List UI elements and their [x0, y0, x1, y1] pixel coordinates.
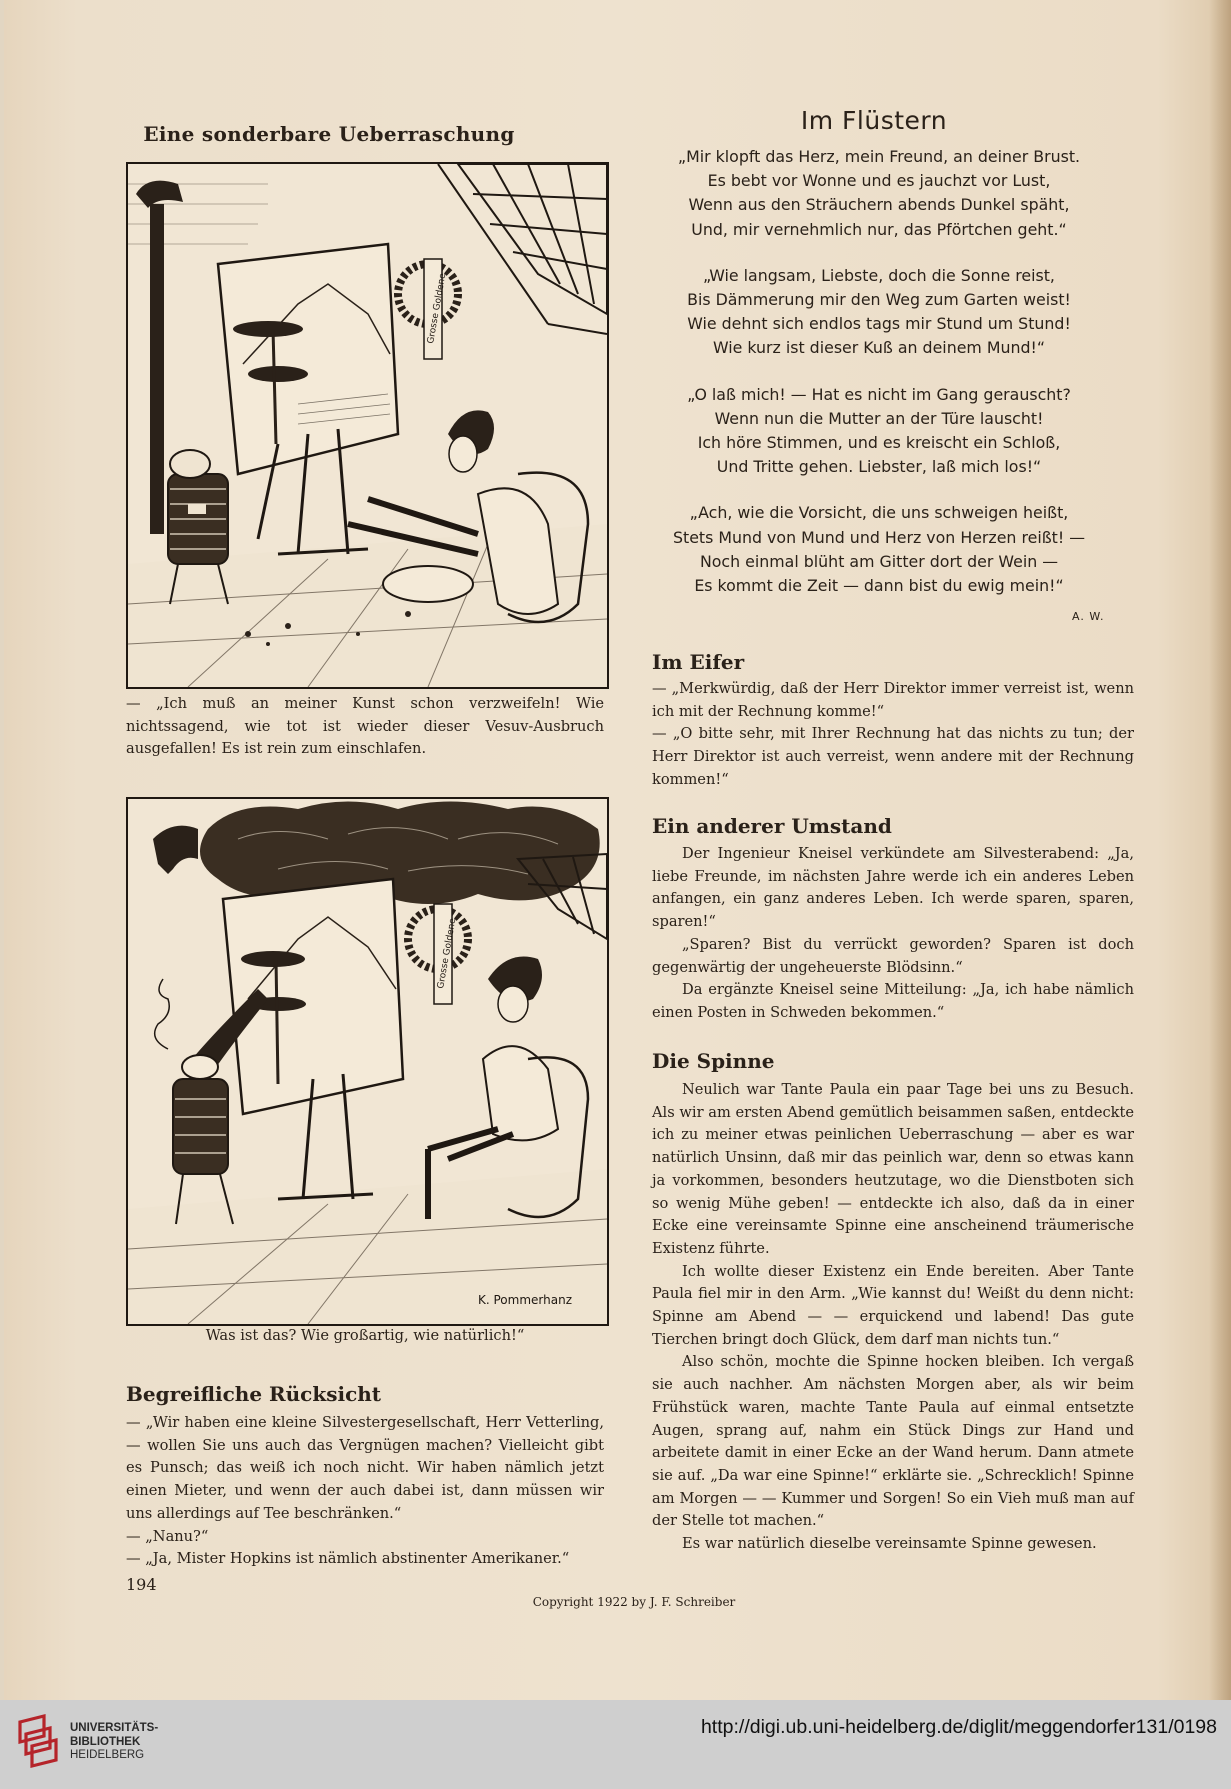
illustration-caption-1: — „Ich muß an meiner Kunst schon verzweifeln! Wie nichtssagend, wie tot ist wieder dieser Vesuv-Ausbruch ausgefallen! Es ist rein zum einschlafen.: [126, 695, 604, 757]
section-body-begreifliche: [126, 1412, 604, 1571]
library-name: [70, 1722, 158, 1763]
poem-line: Es bebt vor Wonne und es jauchzt vor Lust,: [707, 171, 1051, 191]
section-body-spinne: [652, 1079, 1134, 1556]
poem-line: Noch einmal blüht am Gitter dort der Wein —: [699, 551, 1059, 571]
poem-body: [644, 145, 1114, 598]
poem-line: Und, mir vernehmlich nur, das Pförtchen geht.“: [691, 219, 1067, 239]
paragraph: Da ergänzte Kneisel seine Mitteilung: „Ja, ich habe nämlich einen Posten in Schweden bekommen.“: [652, 981, 1134, 1021]
section-title-eifer: Im Eifer: [652, 650, 745, 674]
paragraph: Also schön, mochte die Spinne hocken bleiben. Ich vergaß sie auch nachher. Am nächsten Morgen aber, als wir beim Frühstück waren, machte Tante Paula auf einmal entsetzte Augen, sprang auf, nahm ein Stück Dings zur Hand und arbeitete damit in einer Ecke an der Wand herum. Dann atmete sie auf. „Da war eine Spinne!“ erklärte sie. „Schrecklich! Spinne am Morgen — — Kummer und Sorgen! So ein Vieh muß man auf der Stelle tot machen.“: [652, 1353, 1134, 1530]
poem-line: Bis Dämmerung mir den Weg zum Garten weist!: [687, 290, 1071, 310]
library-name-line: BIBLIOTHEK: [70, 1735, 141, 1748]
dialog-line: — „Nanu?“: [126, 1527, 209, 1545]
poem-line: Stets Mund von Mund und Herz von Herzen reißt! —: [672, 527, 1086, 547]
poem-stanza-2: [644, 264, 1114, 361]
scanned-page: [4, 0, 1231, 1700]
poem-stanza-1: [644, 145, 1114, 242]
poem-stanza-4: [644, 501, 1114, 598]
paragraph: Der Ingenieur Kneisel verkündete am Silvesterabend: „Ja, liebe Freunde, im nächsten Jahre werde ich ein anderes Leben anfangen, ein ganz anderes Leben. Ich werde sparen, sparen, sparen!“: [652, 845, 1134, 931]
paragraph: „Sparen? Bist du verrückt geworden? Sparen ist doch gegenwärtig der ungeheuerste Blödsinn.“: [652, 935, 1134, 976]
paragraph: Ich wollte dieser Existenz ein Ende bereiten. Aber Tante Paula fiel mir in den Arm. „Wie kannst du! Weißt du denn nicht: Spinne am Abend — — erquickend und labend! Das gute Tierchen bringt doch Glück, dem darf man nichts tun.“: [652, 1262, 1134, 1348]
poem-line: „O laß mich! — Hat es nicht im Gang gerauscht?: [687, 384, 1071, 404]
permalink-url[interactable]: http://digi.ub.uni-heidelberg.de/diglit/meggendorfer131/0198: [700, 1716, 1217, 1738]
illustration-painter-2: [126, 797, 609, 1326]
left-title: Eine sonderbare Ueberraschung: [143, 122, 515, 146]
poem-line: Wenn nun die Mutter an der Türe lauscht!: [714, 408, 1044, 428]
poem-line: Wenn aus den Sträuchern abends Dunkel späht,: [688, 195, 1070, 215]
wreath-ribbon-text-1: Grosse Goldene: [426, 272, 449, 345]
section-body-eifer: [652, 678, 1134, 792]
heidelberg-library-logo-icon: [14, 1712, 64, 1774]
section-title-spinne: Die Spinne: [652, 1049, 775, 1073]
poem-signature: A. W.: [1072, 610, 1105, 623]
dialog-line: — „Ja, Mister Hopkins ist nämlich abstinenter Amerikaner.“: [126, 1550, 570, 1568]
section-title-umstand: Ein anderer Umstand: [652, 814, 892, 838]
painter-scene-2-svg: [128, 799, 607, 1324]
poem-line: Wie dehnt sich endlos tags mir Stund um Stund!: [687, 314, 1071, 334]
paragraph: Neulich war Tante Paula ein paar Tage bei uns zu Besuch. Als wir am ersten Abend gemütlich beisammen saßen, entdeckte ich zu meiner etwas peinlichen Ueberraschung — aber es war natürlich Unsinn, daß mir das peinlich war, denn so etwas kann ja vorkommen, besonders heutzutage, wo die Dienstboten sich so wenig Mühe geben! — entdeckte ich also, daß da in einer Ecke eine vereinsamte Spinne eine anscheinend träumerische Existenz führte.: [652, 1081, 1134, 1257]
section-body-umstand: [652, 843, 1134, 1025]
poem-title: Im Flüstern: [800, 106, 948, 135]
poem-line: Es kommt die Zeit — dann bist du ewig mein!“: [694, 576, 1064, 596]
section-title-begreifliche: Begreifliche Rücksicht: [126, 1382, 382, 1406]
library-name-line: UNIVERSITÄTS-: [70, 1722, 159, 1734]
dialog-line: — „Wir haben eine kleine Silvestergesellschaft, Herr Vetterling, — wollen Sie uns auch das Vergnügen machen? Vielleicht gibt es Punsch; das weiß ich noch nicht. Wir haben nämlich jetzt einen Mieter, und wenn der auch dabei ist, dann müssen wir uns allerdings auf Tee beschränken.“: [126, 1414, 604, 1522]
poem-line: „Ach, wie die Vorsicht, die uns schweigen heißt,: [689, 503, 1069, 523]
dialog-line: — „Merkwürdig, daß der Herr Direktor immer verreist ist, wenn ich mit der Rechnung komme!“: [652, 680, 1134, 720]
poem-line: „Mir klopft das Herz, mein Freund, an deiner Brust.: [677, 147, 1081, 166]
page-number: 194: [126, 1575, 157, 1594]
poem-line: Wie kurz ist dieser Kuß an deinem Mund!“: [712, 338, 1046, 358]
library-name-line: HEIDELBERG: [70, 1749, 145, 1761]
illustration-caption-2: Was ist das? Wie großartig, wie natürlich!“: [205, 1327, 525, 1344]
poem-line: Und Tritte gehen. Liebster, laß mich los!“: [716, 457, 1042, 477]
copyright-line: Copyright 1922 by J. F. Schreiber: [532, 1595, 736, 1609]
poem-line: „Wie langsam, Liebste, doch die Sonne reist,: [703, 265, 1055, 285]
poem-line: Ich höre Stimmen, und es kreischt ein Schloß,: [697, 433, 1061, 453]
illustration-painter-1: [126, 162, 609, 689]
dialog-line: — „O bitte sehr, mit Ihrer Rechnung hat das nichts zu tun; der Herr Direktor ist auch verreist, wenn andere mit der Rechnung kommen!“: [652, 725, 1134, 788]
footer-bar: [0, 1700, 1231, 1789]
paragraph: Es war natürlich dieselbe vereinsamte Spinne gewesen.: [682, 1535, 1097, 1553]
artist-signature: K. Pommerhanz: [478, 1293, 572, 1307]
wreath-ribbon-text-2: Grosse Goldene: [436, 917, 459, 990]
poem-stanza-3: [644, 383, 1114, 480]
painter-scene-1-svg: [128, 164, 607, 687]
